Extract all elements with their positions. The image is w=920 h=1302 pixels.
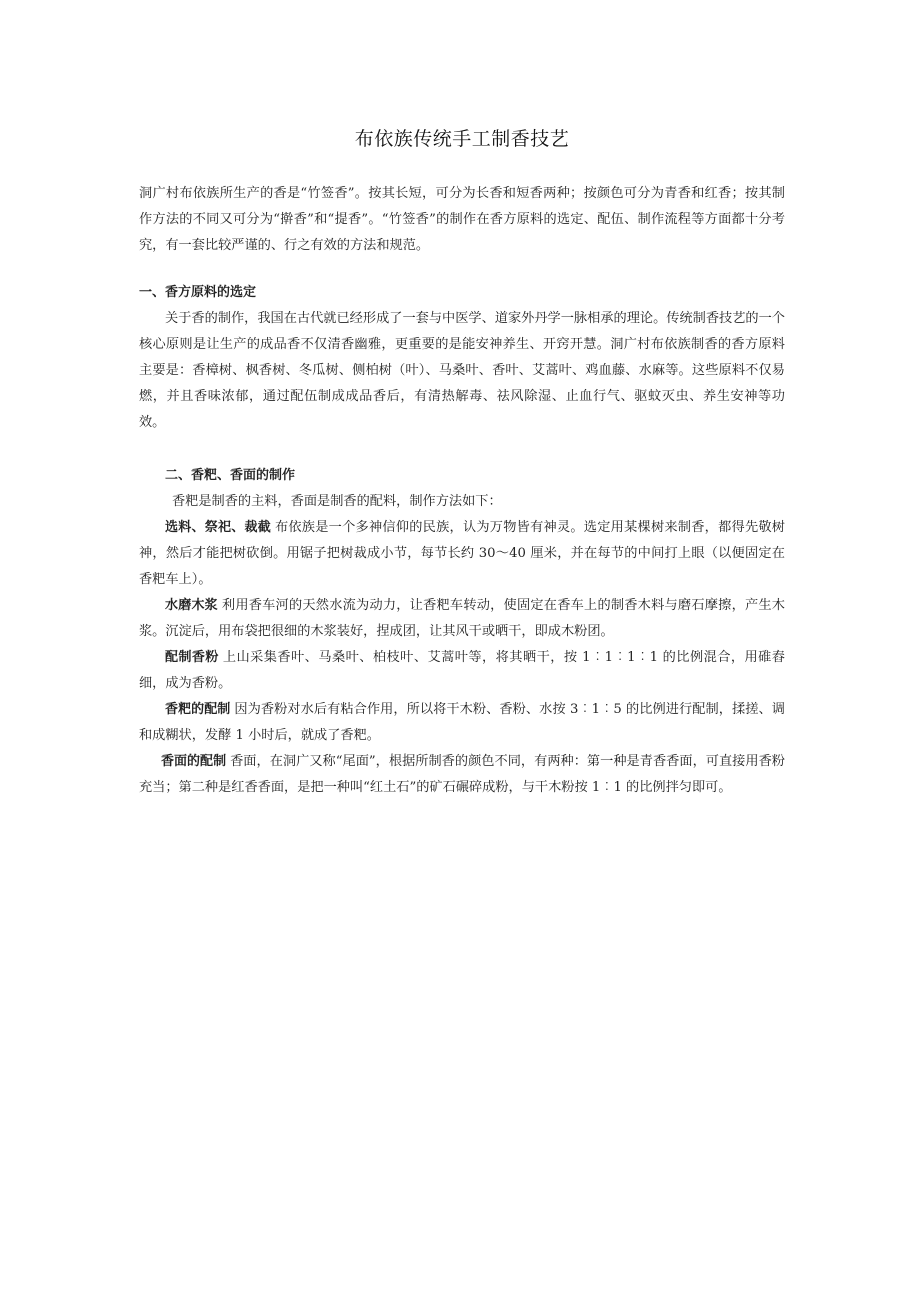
step-text: 上山采集香叶、马桑叶、柏枝叶、艾蒿叶等，将其晒干，按 1︰1︰1︰1 的比例混合，用碓舂细，成为香粉。 — [139, 650, 785, 691]
intro-paragraph: 洞广村布依族所生产的香是“竹签香”。按其长短，可分为长香和短香两种；按颜色可分为青香和红香；按其制作方法的不同又可分为“擀香”和“提香”。“竹签香”的制作在香方原料的选定、配伍、制作流程等方面都十分考究，有一套比较严谨的、行之有效的方法和规范。 — [139, 186, 785, 253]
section-1-body: 关于香的制作，我国在古代就已经形成了一套与中医学、道家外丹学一脉相承的理论。传统制香技艺的一个核心原则是让生产的成品香不仅清香幽雅，更重要的是能安神养生、开窍开慧。洞广村布依族制香的香方原料主要是：香樟树、枫香树、冬瓜树、侧柏树（叶）、马桑叶、香叶、艾蒿叶、鸡血藤、水麻等。这些原料不仅易燃，并且香味浓郁，通过配伍制成成品香后，有清热解毒、祛风除湿、止血行气、驱蚊灭虫、养生安神等功效。 — [139, 311, 785, 430]
step-lead: 香粑的配制 — [165, 702, 231, 717]
section-2-heading: 二、香粑、香面的制作 — [165, 468, 296, 483]
step-text: 利用香车河的天然水流为动力，让香粑车转动，使固定在香车上的制香木料与磨石摩擦，产生木浆。沉淀后，用布袋把很细的木浆装好，捏成团，让其风干或晒干，即成木粉团。 — [139, 598, 785, 639]
intro-paragraph-block — [139, 181, 785, 259]
section-1 — [139, 280, 785, 436]
step-text: 因为香粉对水后有粘合作用，所以将干木粉、香粉、水按 3︰1︰5 的比例进行配制，揉搓、调和成糊状，发酵 1 小时后，就成了香粑。 — [139, 702, 785, 743]
step-paragraph — [139, 697, 785, 749]
step-text: 布依族是一个多神信仰的民族，认为万物皆有神灵。选定用某棵树来制香，都得先敬树神，然后才能把树砍倒。用锯子把树裁成小节，每节长约 30～40 厘米，并在每节的中间打上眼（以便固定在香粑车上）。 — [139, 520, 785, 587]
step-paragraph — [139, 645, 785, 697]
step-paragraph — [139, 593, 785, 645]
section-2 — [139, 463, 785, 801]
section-1-heading: 一、香方原料的选定 — [139, 285, 257, 300]
step-text: 香面，在洞广又称“尾面”，根据所制香的颜色不同，有两种：第一种是青香香面，可直接用香粉充当；第二种是红香香面，是把一种叫“红土石”的矿石碾碎成粉，与干木粉按 1︰1 的比例拌匀即可。 — [139, 754, 785, 795]
step-lead: 香面的配制 — [161, 754, 227, 769]
section-2-intro: 香粑是制香的主料，香面是制香的配料，制作方法如下： — [172, 494, 502, 509]
step-paragraph — [139, 515, 785, 593]
step-lead: 配制香粉 — [165, 650, 219, 665]
step-lead: 选料、祭祀、裁截 — [165, 520, 271, 535]
document-title: 布依族传统手工制香技艺 — [354, 128, 570, 150]
step-paragraph — [139, 749, 785, 801]
step-lead: 水磨木浆 — [165, 598, 218, 613]
